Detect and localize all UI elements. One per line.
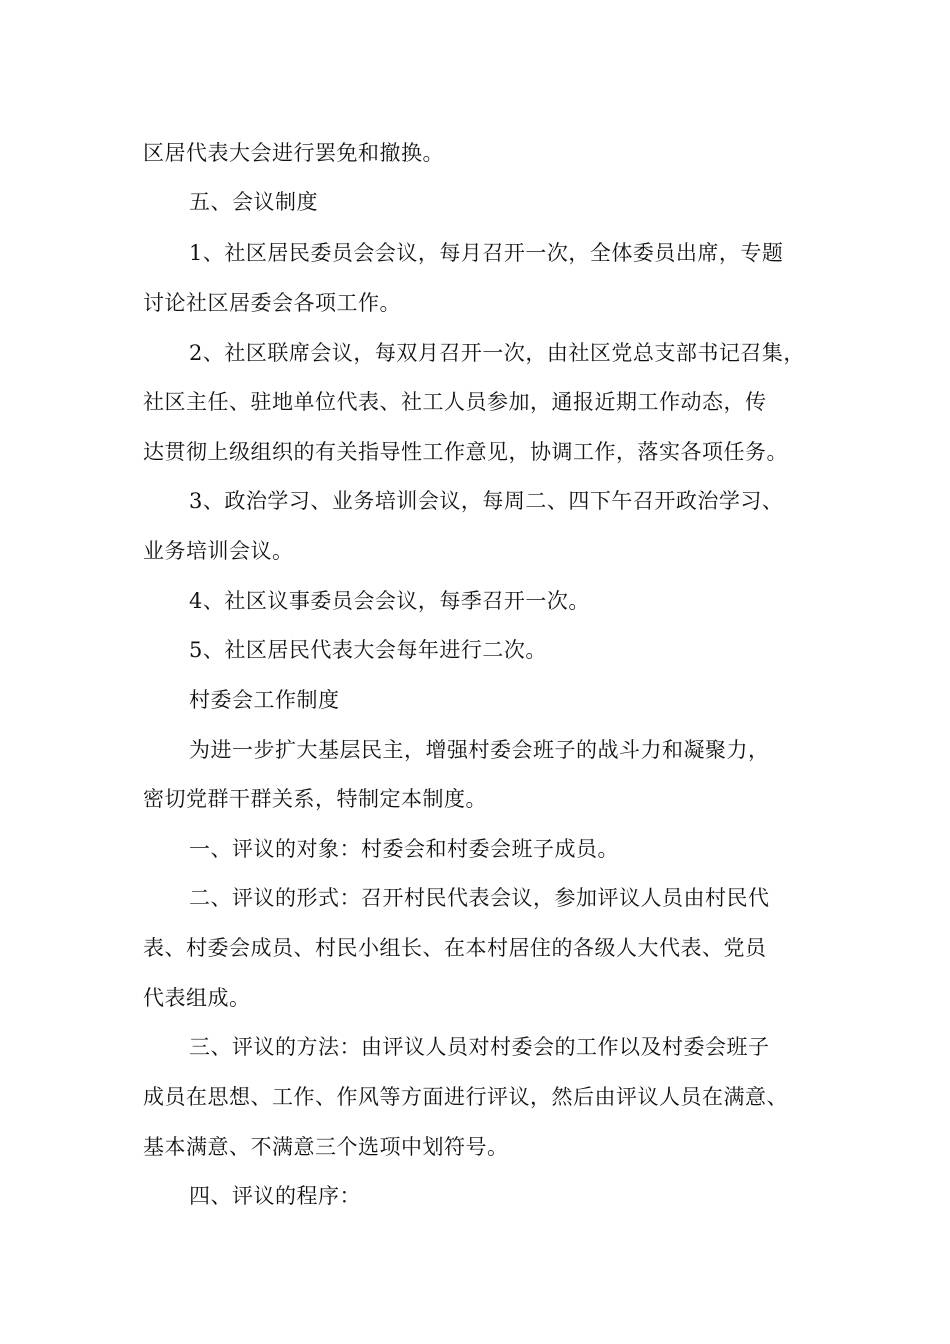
text-line: 二、评议的形式：召开村民代表会议，参加评议人员由村民代 <box>189 886 770 910</box>
text-line: 成员在思想、工作、作风等方面进行评议，然后由评议人员在满意、 <box>143 1085 788 1109</box>
text-line: 3、政治学习、业务培训会议，每周二、四下午召开政治学习、 <box>189 489 784 513</box>
text-line: 5、社区居民代表大会每年进行二次。 <box>189 638 547 662</box>
text-line: 三、评议的方法：由评议人员对村委会的工作以及村委会班子 <box>189 1035 770 1059</box>
text-line: 表、村委会成员、村民小组长、在本村居住的各级人大代表、党员 <box>143 936 767 960</box>
text-line: 讨论社区居委会各项工作。 <box>143 291 401 315</box>
text-line: 2、社区联席会议，每双月召开一次，由社区党总支部书记召集， <box>189 341 805 365</box>
text-line: 为进一步扩大基层民主，增强村委会班子的战斗力和凝聚力， <box>189 738 770 762</box>
section-heading: 五、会议制度 <box>189 190 318 214</box>
text-line: 一、评议的对象：村委会和村委会班子成员。 <box>189 837 619 861</box>
text-line: 达贯彻上级组织的有关指导性工作意见，协调工作，落实各项任务。 <box>143 440 788 464</box>
text-line: 代表组成。 <box>143 986 251 1010</box>
text-line: 密切党群干群关系，特制定本制度。 <box>143 787 487 811</box>
text-line: 业务培训会议。 <box>143 539 294 563</box>
text-line: 社区主任、驻地单位代表、社工人员参加，通报近期工作动态，传 <box>143 390 767 414</box>
section-heading: 村委会工作制度 <box>189 688 340 712</box>
text-line: 4、社区议事委员会会议，每季召开一次。 <box>189 589 590 613</box>
section-heading: 四、评议的程序： <box>189 1184 361 1208</box>
text-line: 1、社区居民委员会会议，每月召开一次，全体委员出席，专题 <box>189 241 784 265</box>
text-line: 基本满意、不满意三个选项中划符号。 <box>143 1135 509 1159</box>
text-line: 区居代表大会进行罢免和撤换。 <box>143 141 444 165</box>
